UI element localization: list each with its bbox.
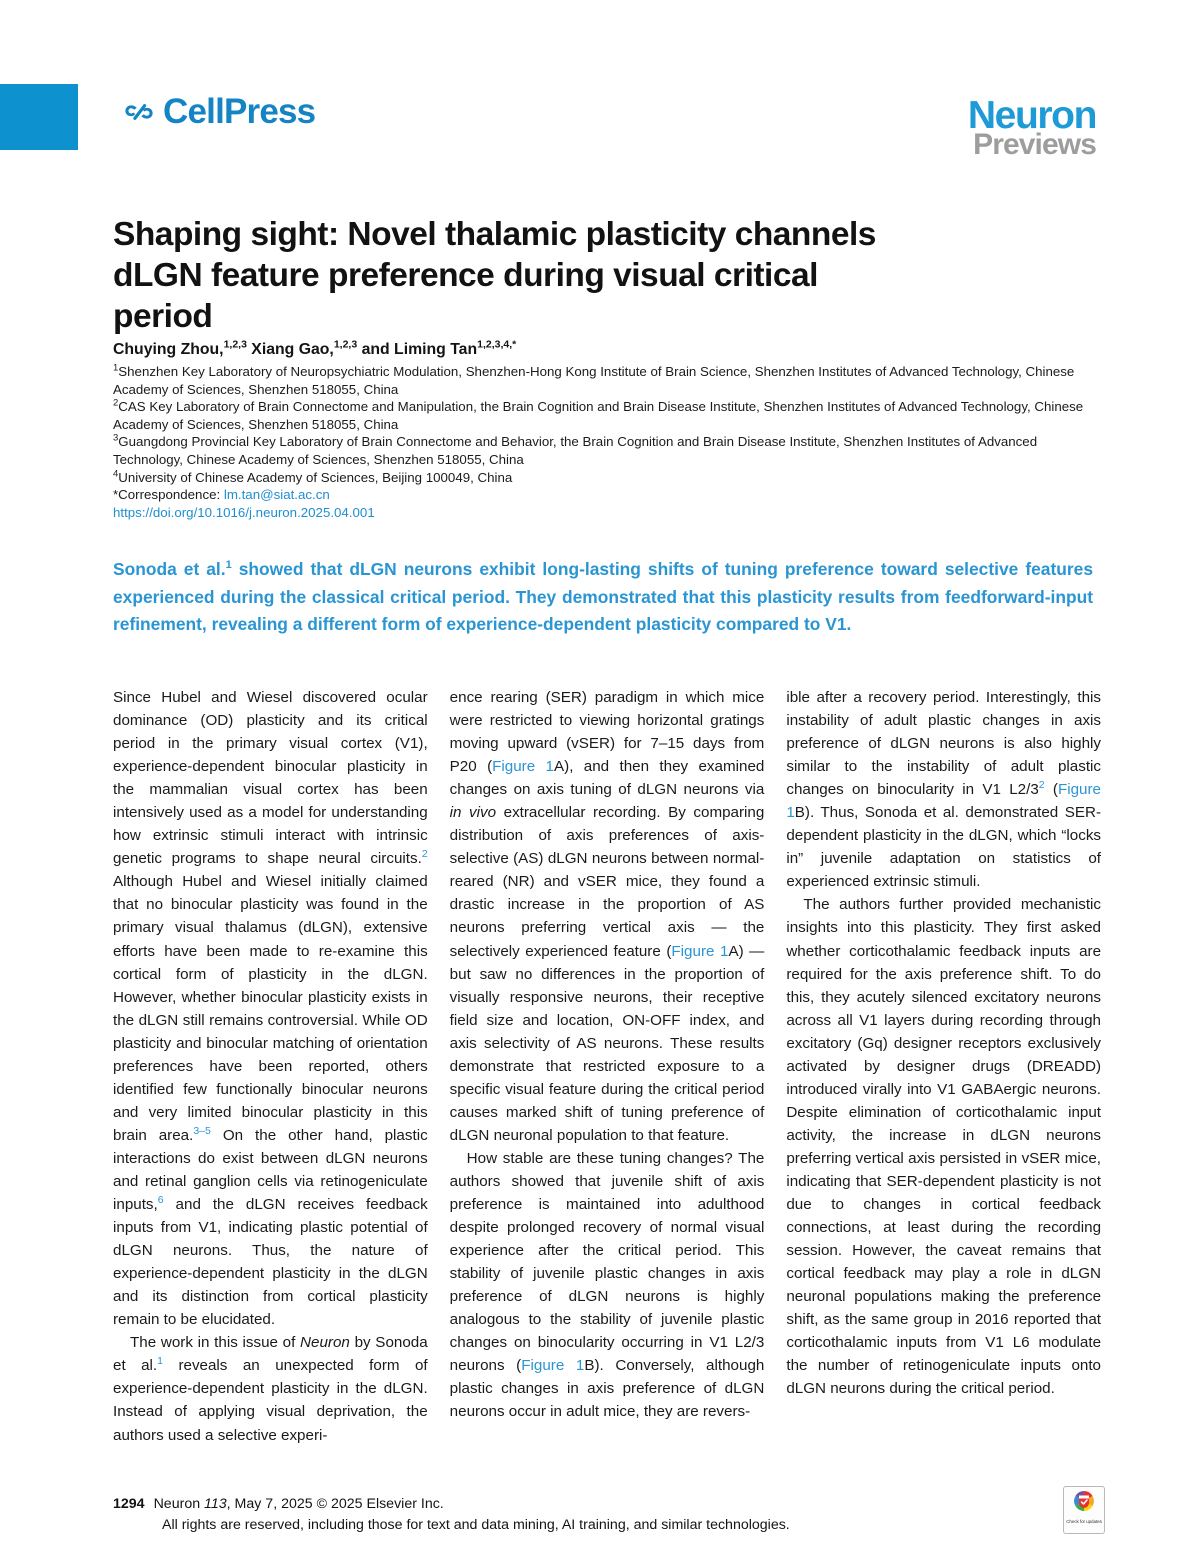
body-column-3: ible after a recovery period. Interestingly, this instability of adult plastic changes in axis preference of dLGN neurons is also highly similar to the instability of adult plastic changes on binocularity in V1 $L2/3^2$ (Figure 1B). Thus, Sonoda et al. demonstrated SER-dependent plasticity in the dLGN, which “locks in” juvenile adaptation on statistics of experienced extrinsic stimuli. The authors further provided mechanistic insights into this plasticity. They first asked whether corticothalamic feedback inputs are required for the axis preference shift. To do this, they acutely silenced excitatory neurons across all V1 layers during recording through excitatory (Gq) designer receptors exclusively activated by designer drugs (DREADD) introduced virally into V1 GABAergic neurons. Despite elimination of corticothalamic input activity, the increase in dLGN neurons preferring vertical axis persisted in vSER mice, indicating that SER-dependent plasticity is not due to changes in cortical feedback connections, at least during the recording session. However, the caveat remains that cortical feedback may play a role in dLGN neuronal populations making the preference shift, as the same group in 2016 reported that corticothalamic inputs from V1 L6 modulate the number of retinogeniculate inputs onto dLGN neurons during the critical period. [786, 689, 1102, 1398]
doi-link[interactable]: https://doi.org/10.1016/j.neuron.2025.04.001 [113, 504, 375, 520]
body-column-2: ence rearing (SER) paradigm in which mice were restricted to viewing horizontal gratings moving upward (vSER) for 7–15 days from P20 (Figure 1A), and then they examined changes on axis tuning of dLGN neurons via in vivo extracellular recording. By comparing distribution of axis preferences of axis-selective (AS) dLGN neurons between normal-reared (NR) and vSER mice, they found a drastic increase in the proportion of AS neurons preferring vertical axis — the selectively experienced feature (Figure 1A) — but saw no differences in the proportion of visually responsive neurons, their receptive field size and location, ON-OFF index, and axis selectivity of AS neurons. These results demonstrate that restricted exposure to a specific visual feature during the critical period causes marked shift of tuning preference of dLGN neuronal population to that feature. How stable are these tuning changes? The authors showed that juvenile shift of axis preference is maintained into adulthood despite prolonged recovery of normal visual experience after the critical period. This stability of juvenile plastic changes in axis preference of dLGN neurons is highly analogous to the stability of juvenile plastic changes on binocularity occurring in V1 L2/3 neurons (Figure 1B). Conversely, although plastic changes in axis preference of dLGN neurons occur in adult mice, they are revers- [449, 689, 765, 1421]
affiliation-2: $^2$CAS Key Laboratory of Brain Connectome and Manipulation, the Brain Cognition and Brain Disease Institute, Shenzhen Institutes of Advanced Technology, Chinese Academy of Sciences, Shenzhen 518055, China [113, 397, 1084, 432]
journal-masthead [968, 96, 1096, 160]
correspondence-label: *Correspondence: [113, 487, 221, 503]
body-columns [113, 686, 1101, 1446]
journal-section-label: Previews [973, 128, 1096, 161]
author-list: Chuying Zhou,$^{1,2,3}$ Xiang Gao,$^{1,2,3}$ and Liming Tan$^{1,2,3,4,*}$ [113, 338, 517, 358]
crossmark-icon [1073, 1490, 1095, 1517]
footer-volume: 113 [204, 1496, 227, 1512]
masthead [0, 0, 1200, 176]
doi-line [113, 504, 1093, 522]
footer-rights-line: All rights are reserved, including those for text and data mining, AI training, and similar technologies. [162, 1517, 790, 1533]
page-title: Shaping sight: Novel thalamic plasticity channels dLGN feature preference during visual critical period [113, 216, 876, 336]
body-column-1: Since Hubel and Wiesel discovered ocular dominance (OD) plasticity and its critical period in the primary visual cortex (V1), experience-dependent binocular plasticity in the mammalian visual cortex has been intensively used as a model for understanding how extrinsic stimuli interact with intrinsic genetic programs to shape neural circuits.$^2$ Although Hubel and Wiesel initially claimed that no binocular plasticity was found in the primary visual thalamus (dLGN), extensive efforts have been made to re-examine this cortical form of plasticity in the dLGN. However, whether binocular plasticity exists in the dLGN still remains controversial. While OD plasticity and binocular matching of orientation preferences have been reported, others identified few functionally binocular neurons and very limited binocular plasticity in this brain area.$^{3-5}$ On the other hand, plastic interactions do exist between dLGN neurons and retinal ganglion cells via retinogeniculate inputs,$^6$ and the dLGN receives feedback inputs from V1, indicating plastic potential of dLGN neurons. Thus, the nature of experience-dependent plasticity in the dLGN and its distinction from cortical plasticity remain to be elucidated. The work in this issue of Neuron by Sonoda et al.$^1$ reveals an unexpected form of experience-dependent plasticity in the dLGN. Instead of applying visual deprivation, the authors used a selective experi- [113, 689, 428, 1444]
page-number: 1294 [113, 1496, 145, 1512]
cellpress-mark-icon [124, 97, 154, 127]
article-summary: Sonoda et al.$^1$ showed that dLGN neurons exhibit long-lasting shifts of tuning preference toward selective features experienced during the classical critical period. They demonstrated that this plasticity results from feedforward-input refinement, revealing a different form of experience-dependent plasticity compared to V1. [113, 559, 1093, 634]
crossmark-label: Check for updates [1066, 1519, 1102, 1524]
crossmark-badge[interactable] [1063, 1486, 1105, 1534]
footer-citation-rest: , May 7, 2025 © 2025 Elsevier Inc. [226, 1496, 444, 1512]
footer-journal-name: Neuron [153, 1496, 205, 1512]
correspondence-line [113, 486, 1093, 504]
journal-title: Neuron [967, 94, 1096, 137]
correspondence-email-link[interactable]: lm.tan@siat.ac.cn [223, 487, 330, 503]
affiliation-3: $^3$Guangdong Provincial Key Laboratory of Brain Connectome and Behavior, the Brain Cognition and Brain Disease Institute, Shenzhen Institutes of Advanced Technology, Chinese Academy of Sciences, Shenzhen 518055, China [113, 432, 1038, 467]
cell-press-logo[interactable] [124, 94, 315, 129]
accent-blue-block [0, 84, 78, 150]
cell-press-wordmark: CellPress [163, 92, 316, 131]
footer-citation-line [113, 1494, 1013, 1515]
page-footer [113, 1494, 1013, 1536]
affiliation-1: $^1$Shenzhen Key Laboratory of Neuropsychiatric Modulation, Shenzhen-Hong Kong Institute of Brain Science, Shenzhen Institutes of Advanced Technology, Chinese Academy of Sciences, Shenzhen 518055, China [113, 362, 1075, 397]
affiliation-4: $^4$University of Chinese Academy of Sciences, Beijing 100049, China [113, 468, 513, 485]
affiliation-block [113, 363, 1093, 521]
